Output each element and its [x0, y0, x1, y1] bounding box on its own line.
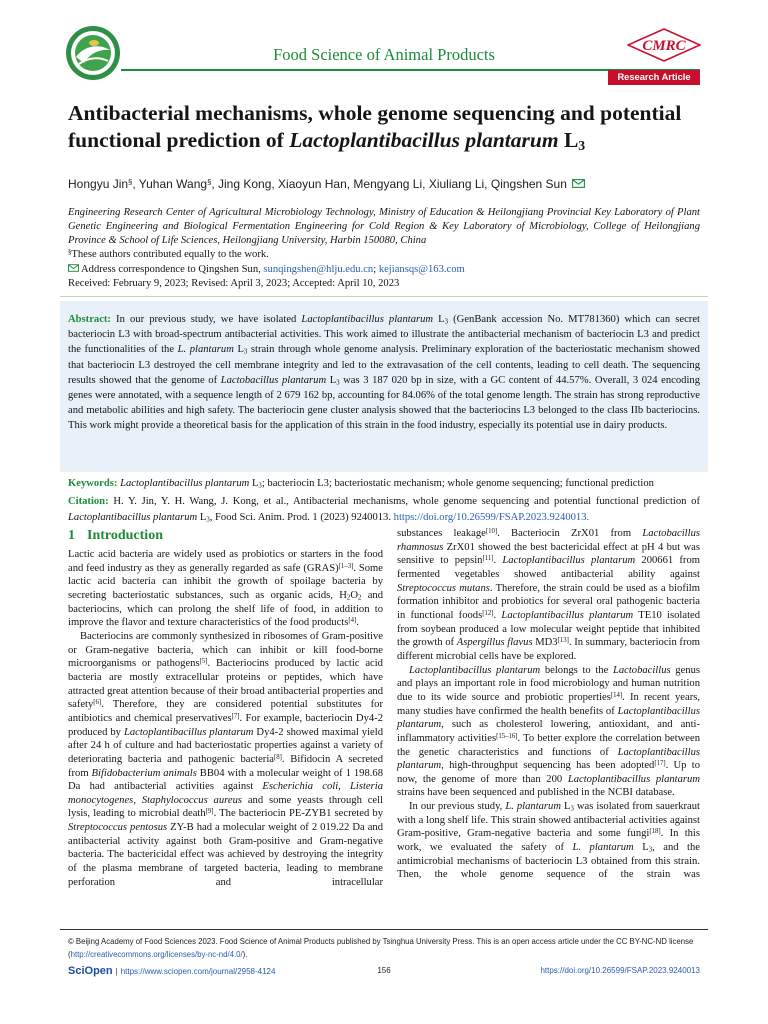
correspondence-note — [68, 263, 700, 278]
subscript: 3 — [444, 318, 449, 326]
text-run: MD3 — [532, 637, 558, 649]
text-run: . For example, bacteriocin Dy4-2 produced by — [68, 712, 383, 738]
citation-ref[interactable]: [14] — [610, 691, 623, 699]
text-run: and some yeasts through cell lysis, leading to microbial death — [68, 794, 383, 820]
citation-label: Citation: — [68, 496, 109, 507]
text-run: In our previous study, we have isolated — [110, 314, 302, 325]
link[interactable]: http://creativecommons.org/licenses/by-nc-nd/4.0/ — [70, 950, 243, 959]
author-list — [68, 176, 708, 192]
italic-text: Lactoplantibacillus plantarum — [301, 314, 434, 325]
text-run: strains have been sequenced and published in the NCBI database. — [397, 787, 675, 799]
text-run: , and the antimicrobial mechanisms of bacteriocin L3 obtained from this strain. Then, the whole genome sequence of the strain was — [397, 842, 700, 881]
article-title — [68, 100, 708, 154]
superscript: § — [68, 248, 72, 256]
title-line — [68, 100, 708, 127]
text-run: ZrX01 showed the best bactericidal effect at pH 4 but was sensitive to pepsin — [397, 541, 700, 567]
subscript: 3 — [648, 846, 653, 854]
equal-contribution-note — [68, 248, 700, 263]
divider — [60, 296, 708, 297]
author-names — [68, 177, 567, 191]
journal-url-link[interactable]: https://www.sciopen.com/journal/2958-4124 — [120, 967, 276, 976]
text-run: L — [433, 314, 445, 325]
column-left — [68, 527, 383, 889]
subscript: 2 — [357, 594, 362, 602]
abstract-box — [60, 301, 708, 472]
citation-ref[interactable]: [4] — [348, 617, 357, 625]
correspondence-text — [81, 264, 465, 275]
text-run: 200661 from fermented vegetables showed antibacterial ability against — [397, 555, 700, 580]
abstract-label: Abstract: — [68, 314, 111, 325]
text-run: . Therefore, the strain could be used as a biofilm formation inhibitor and probiotics for several oral pathogenic bacteria in functional foods — [397, 582, 700, 621]
text-run: substances leakage — [397, 528, 486, 539]
text-run: L — [633, 842, 649, 854]
citation-ref[interactable]: [18] — [649, 828, 661, 836]
footer-divider — [60, 929, 708, 930]
mail-icon[interactable] — [572, 179, 585, 188]
text-run: , such as cholesterol lowering, antioxidant, and anti-inflammatory activities — [397, 719, 700, 744]
section-number: 1 — [68, 528, 75, 543]
separator: | — [115, 967, 118, 976]
link[interactable]: kejiansqs@163.com — [378, 263, 465, 275]
italic-text: Escherichia coli — [262, 781, 339, 793]
text-run: ; bacteriocin L3; bacteriostatic mechanism; whole genome sequencing; functional prediction — [261, 478, 654, 489]
text-run: . Bifidocin A secreted from — [68, 753, 383, 779]
text-run: Antibacterial mechanisms, whole genome sequencing and potential — [68, 101, 682, 125]
italic-text: Lactobacillus — [612, 664, 671, 676]
text-run: © Beijing Academy of Food Sciences 2023. Food Science of Animal Products published by Tsinghua University Press. This is an open access article under the CC BY-NC-ND license ( — [68, 937, 694, 959]
text-run: . In recent years, many studies have confirmed the health benefits of — [397, 691, 700, 717]
citation — [68, 494, 700, 526]
subscript: 3 — [258, 482, 262, 490]
abstract-body — [68, 314, 700, 431]
citation-ref[interactable]: [5] — [199, 658, 208, 666]
page-number: 156 — [377, 966, 391, 975]
sciopen-logo[interactable]: SciOpen — [68, 965, 113, 977]
superscript: § — [207, 177, 212, 187]
italic-text: Lactoplantibacillus plantarum — [120, 478, 250, 489]
citation-body — [68, 496, 700, 523]
text-run: . The bacteriocin PE-ZYB1 secreted by — [213, 808, 383, 820]
link[interactable]: https://doi.org/10.26599/FSAP.2023.9240013. — [393, 512, 590, 523]
text-run: , Food Sci. Anim. Prod. 1 (2023) 9240013. — [209, 512, 394, 523]
paragraph — [68, 548, 383, 630]
section-heading — [68, 527, 383, 545]
text-run: L — [561, 801, 571, 813]
italic-text: Lactoplantibacillus plantarum — [409, 664, 541, 676]
text-run: Dy4-2 showed maximal yield after 24 h of culture and had bacteriostatic properties against a variety of deteriorating bacteria and pathogenic bacteria — [68, 726, 383, 765]
text-run: L — [233, 344, 244, 356]
text-run: . — [493, 555, 503, 567]
text-run: In our previous study, — [409, 801, 506, 813]
publisher-logo-text: CMRC — [642, 38, 686, 54]
copyright-notice — [68, 935, 700, 961]
superscript: § — [128, 177, 133, 187]
text-run: H. Y. Jin, Y. H. Wang, J. Kong, et al., Antibacterial mechanisms, whole genome sequencing and potential functional prediction of — [108, 496, 700, 507]
text-run: was isolated from sauerkraut with a long shelf life. This strain showed antibacterial activities against Gram-positive, Gram-negative bacteria and some fungi — [397, 801, 700, 840]
paragraph — [397, 664, 700, 801]
text-run: . — [356, 617, 359, 629]
subscript: 3 — [206, 516, 210, 524]
text-run: O — [350, 589, 358, 601]
citation-ref[interactable]: [9] — [205, 808, 214, 816]
text-run: . Some lactic acid bacteria can inhibit the growth of spoilage bacteria by secreting bacteriostatic substances, such as organic acids, H — [68, 562, 383, 601]
italic-text: Lactoplantibacillus plantarum — [397, 746, 700, 772]
journal-title: Food Science of Animal Products — [273, 45, 495, 64]
history-dates: Received: February 9, 2023; Revised: April 3, 2023; Accepted: April 10, 2023 — [68, 278, 400, 289]
text-run: L — [558, 128, 579, 152]
italic-text: Bifidobacterium animals — [91, 767, 197, 779]
author-notes — [68, 248, 700, 292]
text-run: . Bacteriocin ZrX01 from — [497, 528, 643, 539]
doi-link[interactable]: https://doi.org/10.26599/FSAP.2023.9240013 — [540, 966, 700, 975]
citation-ref[interactable]: [11] — [482, 555, 494, 563]
citation-ref[interactable]: [13] — [557, 637, 569, 645]
italic-text: Staphylococcus aureus — [141, 794, 242, 806]
text-run: L — [326, 374, 337, 386]
paragraph — [397, 800, 700, 882]
subscript: 3 — [243, 348, 248, 356]
citation-ref[interactable]: [6] — [93, 699, 102, 707]
paragraph — [397, 527, 700, 664]
italic-text: Lactoplantibacillus plantarum — [501, 609, 634, 621]
italic-text: Lactoplantibacillus plantarum — [397, 705, 700, 731]
text-run: These authors contributed equally to the work. — [71, 249, 269, 260]
italic-text: Streptococcus mutans — [397, 582, 490, 594]
citation-ref[interactable]: [8] — [273, 753, 282, 761]
citation-ref[interactable]: [10] — [485, 527, 498, 535]
text-run: . — [493, 609, 502, 621]
affiliation: Engineering Research Center of Agricultural Microbiology Technology, Ministry of Education & Heilongjiang Provincial Key Laboratory of Plant Genetic Engineering and Biological Fermentation Engineering for Cold Region & Key Laboratory of Microbiology, College of Heilongjiang Province & School of Life Sciences, Heilongjiang University, Harbin 150080, China — [68, 207, 700, 246]
italic-text: Aspergillus flavus — [456, 637, 533, 649]
italic-text: Lactoplantibacillus plantarum — [68, 512, 198, 523]
text-run: (GenBank accession No. MT781360) which can secret bacteriocin L3 with broad-spectrum antibacterial activities. This work aimed to illustrate the antibacterial mechanism of bacteriocin L3 and predict the functionalities of the — [68, 314, 700, 356]
citation-ref[interactable]: [17] — [654, 760, 666, 768]
keywords-body — [117, 478, 654, 489]
text-run: , Jing Kong, Xiaoyun Han, Mengyang Li, Xiuliang Li, Qingshen Sun — [211, 177, 567, 191]
text-run: belongs to the — [540, 664, 613, 676]
italic-text: Lactobacillus plantarum — [220, 374, 327, 386]
italic-text: Lactoplantibacillus plantarum — [289, 128, 559, 152]
subscript: 3 — [578, 138, 586, 154]
text-run: . To better explore the correlation between the genetic characteristics and functions of — [397, 732, 700, 758]
text-run: Address correspondence to Qingshen Sun, — [81, 263, 264, 275]
italic-text: L. plantarum — [505, 801, 562, 813]
text-run: BB04 with a molecular weight of 1 198.68 Da had antibacterial activities against — [68, 767, 383, 793]
text-run: , — [338, 781, 351, 793]
italic-text: Streptococcus pentosus — [68, 822, 168, 834]
text-run: was 3 187 020 bp in size, with a GC content of 44.57%. Overall, 3 024 encoding genes were annotated, with a sequence length of 2 679 162 bp, accounting for 84.06% of the total genome length. The strain has strong reproductive and metabolic abilities and high safety. The bacteriocin gene cluster analysis showed that the bacteriocins L3 belonged to the class IIb bacteriocins. This work might provide a theoretical basis for the application of this strain in the food industry, especially its potential use in dairy products. — [68, 374, 701, 432]
text-run: . Up to now, the genome of more than 200 — [397, 760, 700, 785]
text-run: . In this work, we evaluated the safety of — [397, 828, 700, 854]
text-run: ZY-B had a molecular weight of 2 019.22 Da and antibacterial activity against both Gram-positive and Gram-negative bacteria. The bactericidal effect was achieved by destroying the integrity of the plasma membrane of targeted bacteria, leading to membrane perforation and intracellular — [68, 822, 383, 888]
citation-ref[interactable]: [1–3] — [338, 562, 354, 570]
text-run: TE10 isolated from soybean produced a low molecular weight peptide that inhibited the growth of — [397, 609, 701, 649]
paragraph — [68, 630, 383, 889]
publisher-logo — [627, 28, 701, 62]
subscript: 3 — [570, 805, 574, 813]
text-run: Bacteriocins are commonly synthesized in ribosomes of Gram-positive or Gram-negative bacteria, which can inhibit or kill food-borne microorganisms or pathogens — [68, 630, 383, 670]
italic-text: Lactobacillus rhamnosus — [397, 528, 700, 553]
text-run: . Bacteriocins produced by lactic acid bacteria are mostly extracellular proteins or peptides, which have attracted great attention because of their broad antibacterial properties and safety — [68, 658, 383, 711]
keywords — [68, 476, 700, 492]
text-run: genus and plays an important role in food microbiology and human nutrition due to its wide source and probiotic properties — [397, 664, 700, 703]
text-run: ; — [373, 263, 379, 275]
column-right — [397, 527, 700, 882]
text-run: Hongyu Jin — [68, 177, 129, 191]
text-run: , high-throughput sequencing has been adopted — [441, 760, 655, 772]
italic-text: Listeria monocytogenes — [68, 781, 383, 806]
citation-ref[interactable]: [15–16] — [496, 732, 518, 740]
title-line — [68, 127, 708, 154]
citation-ref[interactable]: [7] — [231, 712, 240, 720]
text-run: and bacteriocins, which can prolong the shelf life of food, in addition to improve the flavor and texture characteristics of the food products — [68, 589, 383, 629]
text-run: strain through whole genome analysis. Preliminary exploration of the bacteriostatic mechanism showed that bacteriocin L3 destroyed the cell membrane integrity and led to the extravasation of the cell contents, leading to cell death. The sequencing results showed that the genome of — [68, 344, 700, 386]
subscript: 2 — [346, 594, 351, 602]
mail-icon — [68, 264, 79, 272]
text-run: L — [249, 478, 259, 489]
italic-text: Lactoplantibacillus plantarum — [502, 555, 636, 567]
text-run: functional prediction of — [68, 128, 290, 152]
text-run: . In summary, bacteriocin from different microbial cells have be explored. — [397, 637, 701, 662]
text-run: Lactic acid bacteria are widely used as probiotics or starters in the food and feed industry as they as generally regarded as safe (GRAS) — [68, 549, 383, 574]
cmrc-logo-icon — [627, 28, 701, 62]
italic-text: L. plantarum — [572, 842, 634, 854]
text-run: . Therefore, they are considered potential substitutes for antibiotics and chemical preservatives — [68, 699, 383, 724]
subscript: 3 — [336, 379, 340, 387]
link[interactable]: sunqingshen@hlju.edu.cn — [263, 263, 374, 275]
text-run: L — [197, 512, 207, 523]
keywords-label: Keywords: — [68, 478, 118, 489]
text-run: ). — [242, 950, 248, 959]
citation-ref[interactable]: [12] — [482, 609, 494, 617]
text-run: , — [133, 794, 142, 806]
italic-text: Lactoplantibacillus plantarum — [567, 773, 700, 785]
article-type-badge: Research Article — [608, 70, 700, 85]
footer-bar — [68, 963, 700, 979]
section-title: Introduction — [87, 528, 163, 543]
italic-text: Lactoplantibacillus plantarum — [123, 726, 254, 738]
italic-text: L. plantarum — [177, 344, 234, 356]
text-run: , Yuhan Wang — [132, 177, 208, 191]
